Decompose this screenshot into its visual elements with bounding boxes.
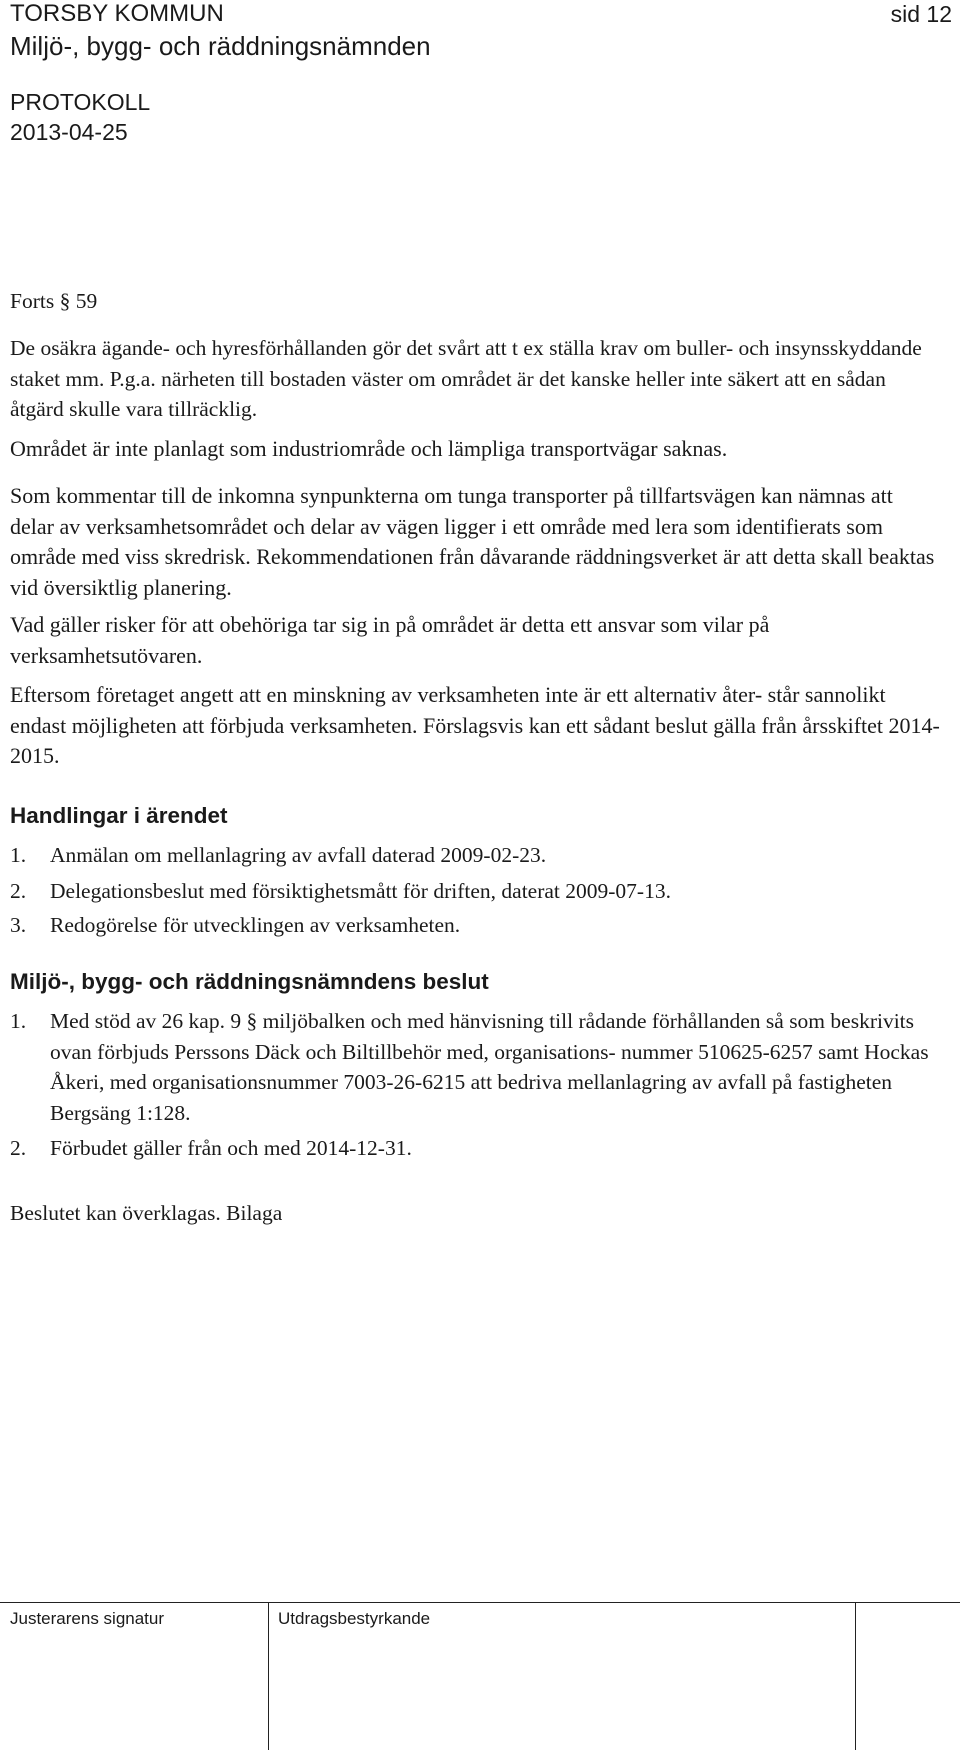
- footer-column-divider: [268, 1603, 269, 1750]
- appeal-note: Beslutet kan överklagas. Bilaga: [10, 1201, 283, 1225]
- list-number: 1.: [10, 843, 27, 867]
- list-number: 3.: [10, 913, 27, 937]
- list-text: Förbudet gäller från och med 2014-12-31.: [50, 1136, 412, 1160]
- list-number: 2.: [10, 879, 27, 903]
- certification-label: Utdragsbestyrkande: [278, 1609, 431, 1628]
- paragraph-planning: Området är inte planlagt som industriområde och lämpliga transportvägar saknas.: [10, 436, 728, 461]
- list-text: Redogörelse för utvecklingen av verksamheten.: [50, 913, 461, 937]
- reviewer-signature-label: Justerarens signatur: [10, 1609, 165, 1628]
- list-text: Med stöd av 26 kap. 9 § miljöbalken och med hänvisning till rådande förhållanden så som beskrivits ovan förbjuds Perssons Däck och Biltillbehör med, organisations- nummer 510625-6257 samt Hockas Åkeri, med organisationsnummer 7003-26-6215 att bedriva mellanlagring av avfall på fastigheten Bergsäng 1:128.: [50, 1009, 929, 1125]
- documents-heading: Handlingar i ärendet: [10, 803, 228, 828]
- footer-divider: [0, 1602, 960, 1603]
- paragraph-ownership: De osäkra ägande- och hyresförhållanden gör det svårt att t ex ställa krav om buller- och insynsskyddande staket mm. P.g.a. närheten till bostaden väster om området är det kanske heller inte säkert att en sådan åtgärd skulle vara tillräcklig.: [10, 336, 922, 421]
- section-continuation: Forts § 59: [10, 289, 98, 313]
- list-number: 1.: [10, 1009, 27, 1033]
- paragraph-landslide-risk: Som kommentar till de inkomna synpunkterna om tunga transporter på tillfartsvägen kan nämnas att delar av verksamhetsområdet och delar av vägen ligger i ett område med lera som identifierats som område med viss skredrisk. Rekommendationen från dåvarande räddningsverket är att detta skall beaktas vid översiktlig planering.: [10, 483, 935, 600]
- decision-heading: Miljö-, bygg- och räddningsnämndens beslut: [10, 969, 489, 994]
- document-date: 2013-04-25: [10, 119, 128, 145]
- paragraph-conclusion: Eftersom företaget angett att en minskning av verksamheten inte är ett alternativ åter- står sannolikt endast möjligheten att förbjuda verksamheten. Förslagsvis kan ett sådant beslut gälla från årsskiftet 2014-2015.: [10, 682, 940, 768]
- list-number: 2.: [10, 1136, 27, 1160]
- page-number: sid 12: [890, 1, 952, 27]
- list-text: Delegationsbeslut med försiktighetsmått för driften, daterat 2009-07-13.: [50, 879, 671, 903]
- list-text: Anmälan om mellanlagring av avfall daterad 2009-02-23.: [50, 843, 547, 867]
- document-type: PROTOKOLL: [10, 89, 151, 115]
- board-name: Miljö-, bygg- och räddningsnämnden: [10, 31, 431, 61]
- footer-column-divider: [855, 1603, 856, 1750]
- paragraph-trespass-risk: Vad gäller risker för att obehöriga tar sig in på området är detta ett ansvar som vilar på verksamhetsutövaren.: [10, 612, 770, 668]
- organization-name: TORSBY KOMMUN: [10, 0, 224, 27]
